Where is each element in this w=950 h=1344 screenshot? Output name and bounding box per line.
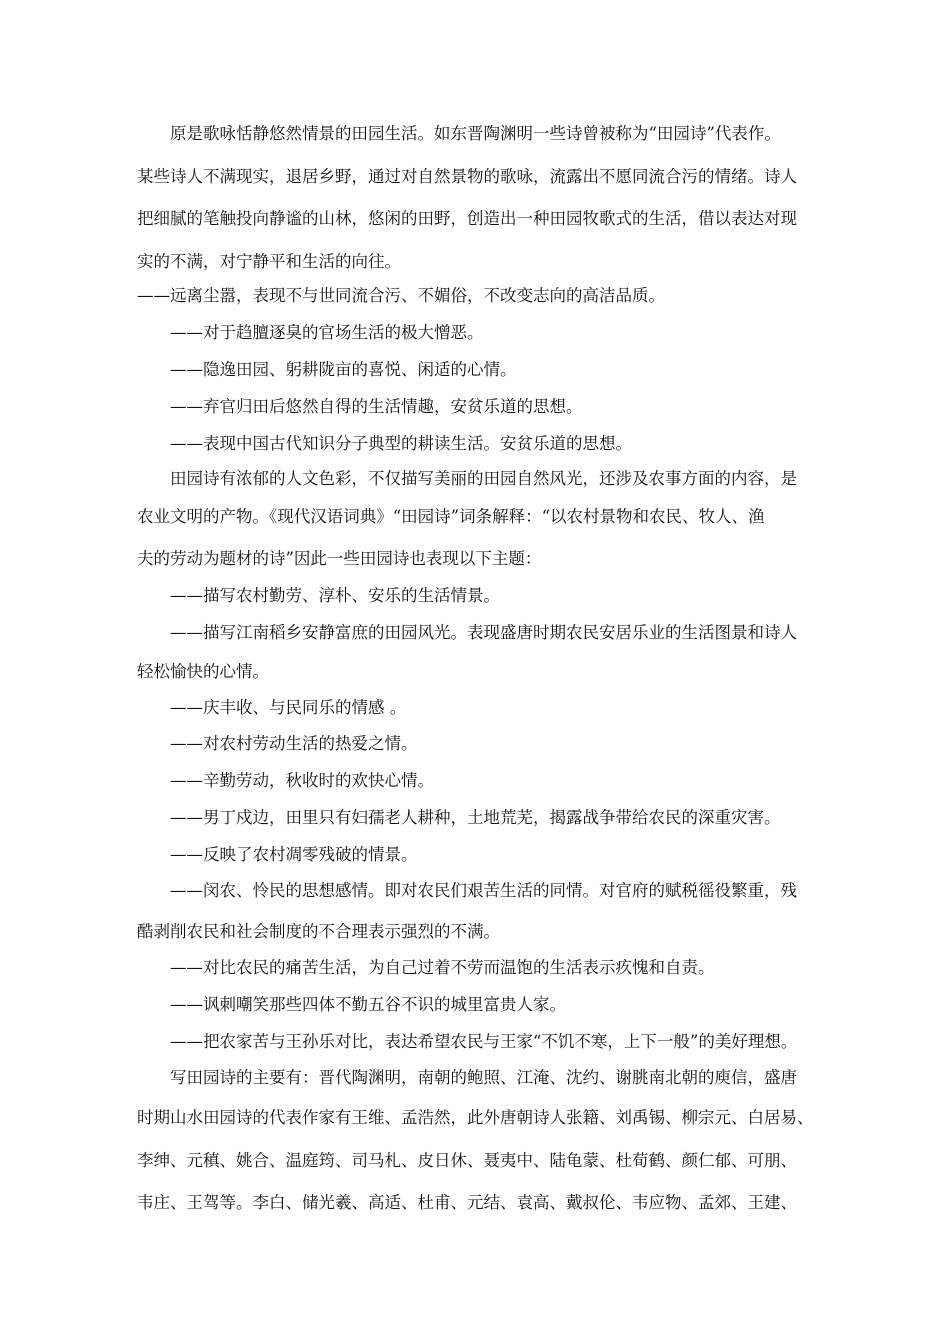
paragraph-line: 把细腻的笔触投向静谧的山林，悠闲的田野，创造出一种田园牧歌式的生活，借以表达对现 <box>137 209 797 228</box>
paragraph-line: 某些诗人不满现实，退居乡野，通过对自然景物的歌咏，流露出不愿同流合污的情绪。诗人 <box>137 167 797 186</box>
paragraph-line: 实的不满，对宁静平和生活的向往。 <box>137 252 401 271</box>
list-item: ——庆丰收、与民同乐的情感 。 <box>170 698 407 717</box>
list-item: ——把农家苦与王孙乐对比，表达希望农民与王家“不饥不寒，上下一般”的美好理想。 <box>170 1032 798 1051</box>
list-item: ——描写江南稻乡安静富庶的田园风光。表现盛唐时期农民安居乐业的生活图景和诗人 <box>170 623 797 642</box>
paragraph-line: 酷剥削农民和社会制度的不合理表示强烈的不满。 <box>137 922 500 941</box>
paragraph-line: 田园诗有浓郁的人文色彩，不仅描写美丽的田园自然风光，还涉及农事方面的内容，是 <box>170 469 797 488</box>
list-item: ——远离尘嚣，表现不与世同流合污、不媚俗，不改变志向的高洁品质。 <box>137 286 665 305</box>
list-item: ——男丁戍边，田里只有妇孺老人耕种，土地荒芜，揭露战争带给农民的深重灾害。 <box>170 808 781 827</box>
list-item: ——表现中国古代知识分子典型的耕读生活。安贫乐道的思想。 <box>170 434 632 453</box>
list-item: ——辛勤劳动，秋收时的欢快心情。 <box>170 771 434 790</box>
list-item: ——描写农村勤劳、淳朴、安乐的生活情景。 <box>170 586 500 605</box>
paragraph-line: 农业文明的产物。《现代汉语词典》“田园诗”词条解释：“以农村景物和农民、牧人、渔 <box>137 507 765 526</box>
paragraph-line: 夫的劳动为题材的诗”因此一些田园诗也表现以下主题： <box>137 549 542 568</box>
list-item: ——隐逸田园、躬耕陇亩的喜悦、闲适的心情。 <box>170 360 517 379</box>
list-item: ——弃官归田后悠然自得的生活情趣，安贫乐道的思想。 <box>170 397 583 416</box>
paragraph-line: 轻松愉快的心情。 <box>137 662 269 681</box>
paragraph-line: 时期山水田园诗的代表作家有王维、孟浩然，此外唐朝诗人张籍、刘禹锡、柳宗元、白居易、 <box>137 1108 814 1127</box>
list-item: ——讽刺嘲笑那些四体不勤五谷不识的城里富贵人家。 <box>170 995 566 1014</box>
paragraph-line: 李绅、元稹、姚合、温庭筠、司马札、皮日休、聂夷中、陆龟蒙、杜荀鹤、颜仁郁、可朋、 <box>137 1151 797 1170</box>
list-item: ——对于趋膻逐臭的官场生活的极大憎恶。 <box>170 323 484 342</box>
paragraph-line: 写田园诗的主要有：晋代陶渊明，南朝的鲍照、江淹、沈约、谢朓南北朝的庾信，盛唐 <box>170 1068 797 1087</box>
paragraph-line: 原是歌咏恬静悠然情景的田园生活。如东晋陶渊明一些诗曾被称为“田园诗”代表作。 <box>170 124 781 143</box>
paragraph-line: 韦庄、王驾等。李白、储光羲、高适、杜甫、元结、袁高、戴叔伦、韦应物、孟郊、王建、 <box>137 1193 797 1212</box>
list-item: ——对比农民的痛苦生活，为自己过着不劳而温饱的生活表示疚愧和自责。 <box>170 958 715 977</box>
list-item: ——反映了农村凋零残破的情景。 <box>170 845 418 864</box>
list-item: ——对农村劳动生活的热爱之情。 <box>170 734 418 753</box>
list-item: ——闵农、怜民的思想感情。即对农民们艰苦生活的同情。对官府的赋税徭役繁重，残 <box>170 881 797 900</box>
